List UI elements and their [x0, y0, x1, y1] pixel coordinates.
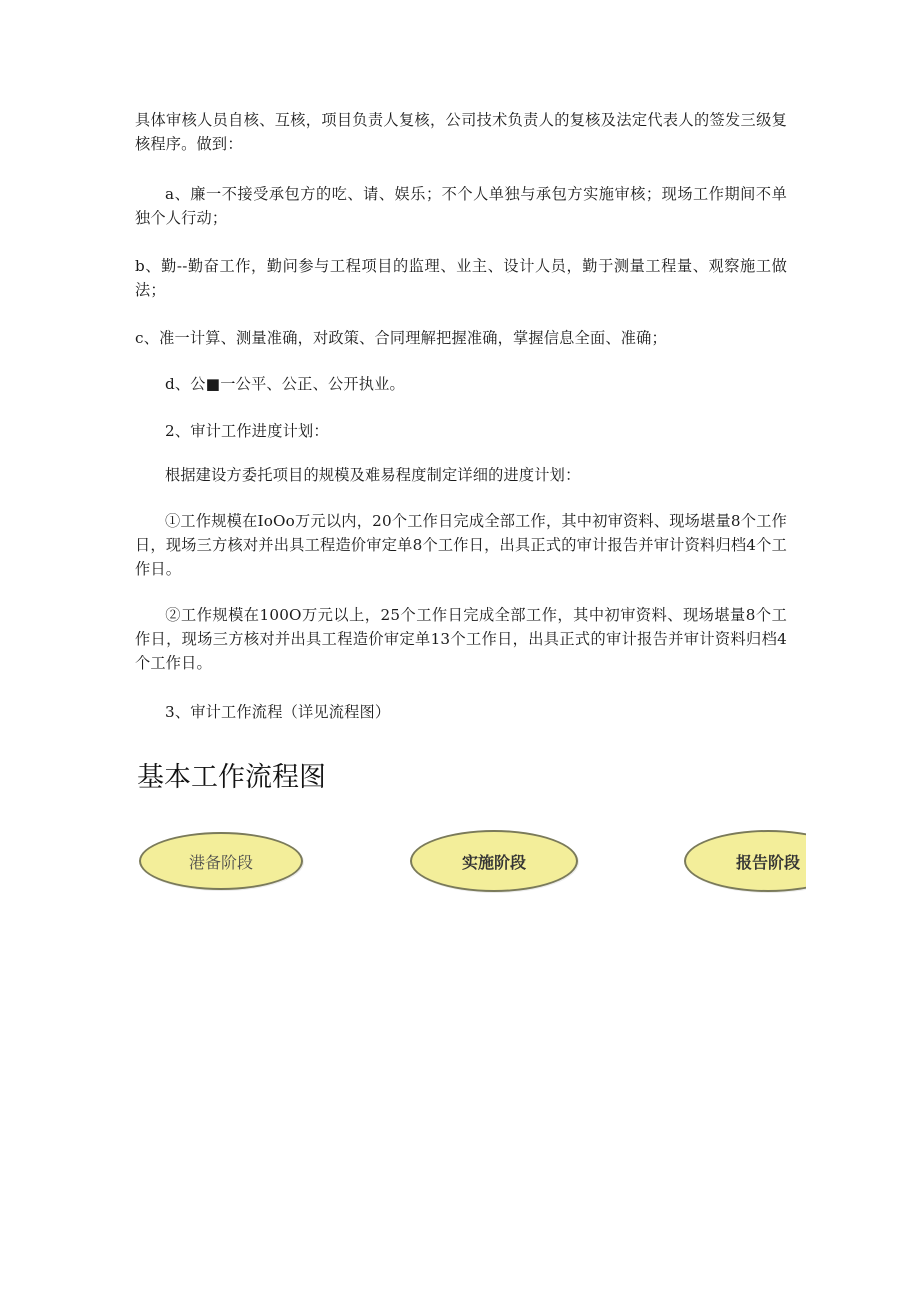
paragraph-schedule-large-text: ②工作规模在100O万元以上，25个工作日完成全部工作，其中初审资料、现场堪量8个工作日，现场三方核对并出具工程造价审定单13个工作日，出具正式的审计报告并审计资料归档4个工作日。 — [135, 606, 787, 672]
paragraph-accuracy: c、准一计算、测量准确，对政策、合同理解把握准确，掌握信息全面、准确； — [135, 329, 667, 347]
paragraph-workflow-title — [135, 700, 787, 724]
paragraph-schedule-small-text: ①工作规模在IoOo万元以内，20个工作日完成全部工作，其中初审资料、现场堪量8个工作日，现场三方核对并出具工程造价审定单8个工作日，出具正式的审计报告并审计资料归档4个工作日。 — [135, 512, 787, 578]
paragraph-fairness — [135, 372, 787, 396]
paragraph-workflow-title-text: 3、审计工作流程（详见流程图） — [165, 703, 391, 721]
paragraph-schedule-intro — [135, 463, 787, 487]
paragraph-schedule-large — [135, 603, 787, 675]
flowchart-heading: 基本工作流程图 — [137, 762, 326, 793]
paragraph-fairness-text: d、公■一公平、公正、公开执业。 — [165, 375, 405, 393]
paragraph-schedule-small — [135, 509, 787, 581]
stage-preparation: 港备阶段 — [139, 832, 303, 890]
paragraph-integrity — [135, 182, 787, 230]
paragraph-diligence: b、勤--勤奋工作，勤问参与工程项目的监理、业主、设计人员，勤于测量工程量、观察施工做法； — [135, 257, 787, 299]
paragraph-review-procedure: 具体审核人员自核、互核，项目负责人复核，公司技术负责人的复核及法定代表人的签发三级复核程序。做到： — [135, 111, 787, 153]
paragraph-integrity-text: a、廉一不接受承包方的吃、请、娱乐；不个人单独与承包方实施审核；现场工作期间不单独个人行动； — [135, 185, 787, 227]
stage-report: 报告阶段 — [684, 830, 806, 892]
paragraph-schedule-title — [135, 419, 787, 443]
paragraph-schedule-title-text: 2、审计工作进度计划： — [165, 422, 329, 440]
stage-implementation: 实施阶段 — [410, 830, 578, 892]
flowchart — [136, 818, 806, 900]
paragraph-schedule-intro-text: 根据建设方委托项目的规模及难易程度制定详细的进度计划： — [165, 466, 581, 484]
